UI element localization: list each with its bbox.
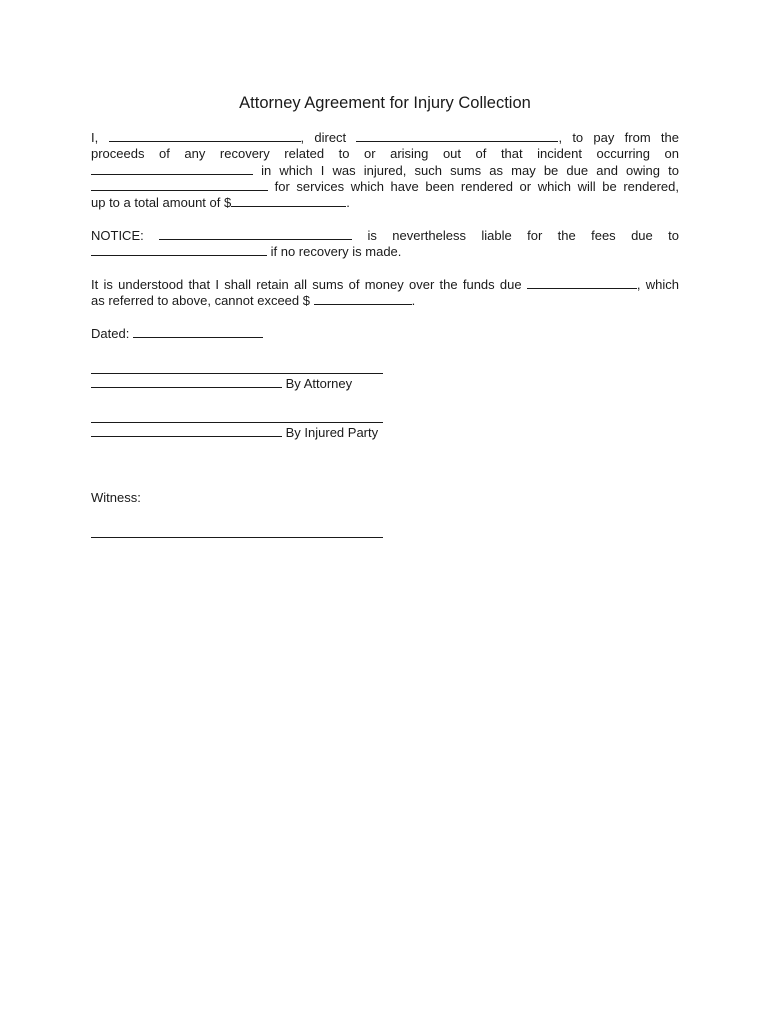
attorney-name-signature-blank[interactable] <box>91 376 282 388</box>
attorney-signature-line[interactable] <box>91 373 383 374</box>
document-title: Attorney Agreement for Injury Collection <box>239 94 531 112</box>
paragraph-line: NOTICE: is nevertheless liable for the fees due to <box>91 228 679 243</box>
by-attorney-label: By Attorney <box>285 376 353 391</box>
paragraph-retention <box>91 277 679 310</box>
payee-name-blank[interactable] <box>91 179 268 191</box>
attorney-name-blank[interactable] <box>356 130 558 142</box>
paragraph-line: I, , direct , to pay from the <box>91 130 679 145</box>
witness-signature-line[interactable] <box>91 537 383 538</box>
funds-due-blank[interactable] <box>527 277 637 289</box>
injured-party-name-signature-blank[interactable] <box>91 425 282 437</box>
total-amount-blank[interactable] <box>231 195 346 207</box>
paragraph-line: proceeds of any recovery related to or arising out of that incident occurring on <box>91 146 679 162</box>
dated-label: Dated: <box>91 326 130 341</box>
notice-label: NOTICE: <box>91 228 144 243</box>
dated-row <box>91 326 263 342</box>
paragraph-line: up to a total amount of $ . <box>91 195 350 211</box>
witness-label: Witness: <box>91 490 141 505</box>
paragraph-authorization <box>91 130 679 211</box>
fees-due-to-blank[interactable] <box>91 244 267 256</box>
injured-party-signature-line[interactable] <box>91 422 383 423</box>
paragraph-line: if no recovery is made. <box>91 244 679 260</box>
paragraph-line: It is understood that I shall retain all sums of money over the funds due , which <box>91 277 679 292</box>
incident-date-blank[interactable] <box>91 163 253 175</box>
paragraph-line: in which I was injured, such sums as may be due and owing to <box>91 163 679 179</box>
injured-party-signature-row <box>91 425 378 441</box>
paragraph-line: for services which have been rendered or which will be rendered, <box>91 179 679 195</box>
paragraph-line: as referred to above, cannot exceed $ . <box>91 293 416 309</box>
max-amount-blank[interactable] <box>314 293 412 305</box>
dated-blank[interactable] <box>133 326 263 338</box>
attorney-signature-row <box>91 376 352 392</box>
client-name-blank[interactable] <box>109 130 301 142</box>
paragraph-notice <box>91 228 679 261</box>
by-injured-party-label: By Injured Party <box>285 425 379 440</box>
notice-party-blank[interactable] <box>159 228 352 240</box>
